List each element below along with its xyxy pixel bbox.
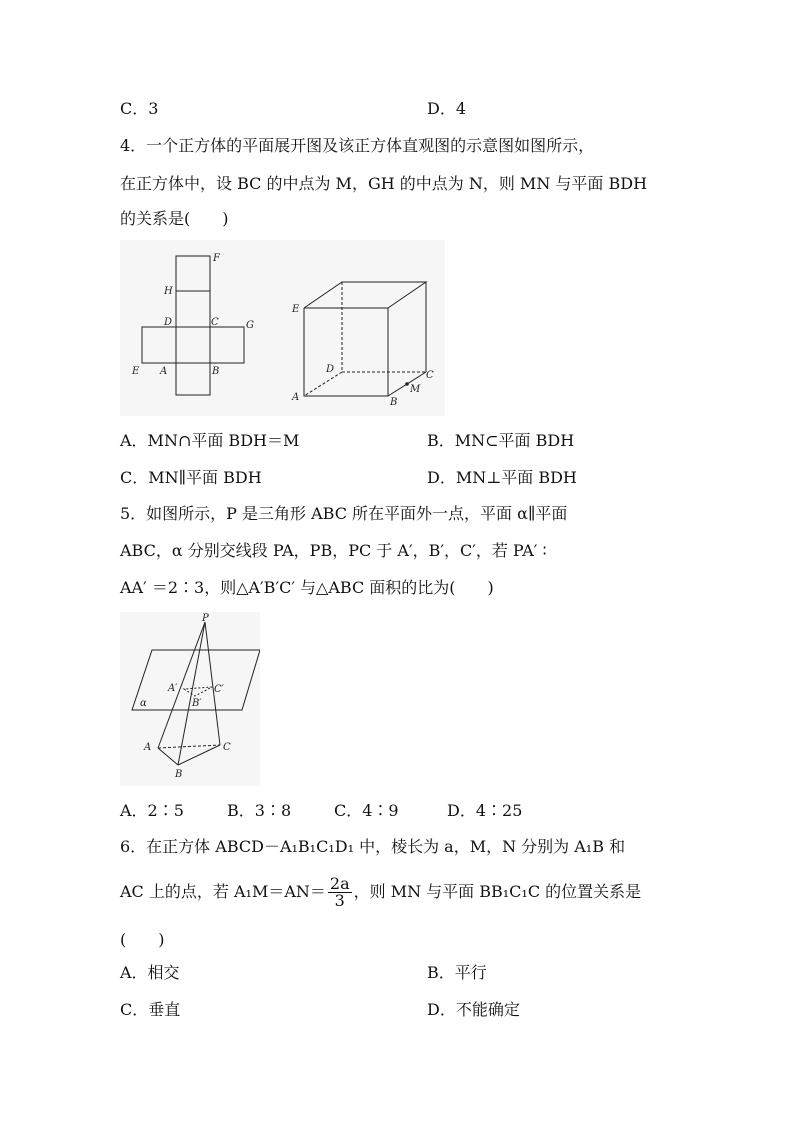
q4-text-line3: 的关系是( ) <box>120 209 229 228</box>
q5-option-a: A．2∶5 <box>120 801 184 820</box>
q6-line2-before: AC 上的点，若 A₁M＝AN＝ <box>120 882 326 901</box>
fig-label-c: C <box>223 742 231 753</box>
q5-option-c: C．4∶9 <box>334 801 399 820</box>
q4-text-line2: 在正方体中，设 BC 的中点为 M，GH 的中点为 N，则 MN 与平面 BDH <box>120 174 648 193</box>
fig-label-a-prime: A′ <box>168 683 178 694</box>
q6-line2-after: ，则 MN 与平面 BB₁C₁C 的位置关系是 <box>353 882 642 901</box>
q4-option-d: D．MN⊥平面 BDH <box>427 468 577 487</box>
q5-option-d: D．4∶25 <box>447 801 523 820</box>
net-label-e: E <box>132 366 140 377</box>
q3-option-d: D．4 <box>427 99 467 118</box>
q5-figure <box>120 612 260 786</box>
q5-text-line1: 5．如图所示，P 是三角形 ABC 所在平面外一点，平面 α∥平面 <box>120 504 568 523</box>
q6-text-line2 <box>120 864 641 920</box>
q6-option-a: A．相交 <box>120 963 180 982</box>
cube-label-m: M <box>410 384 421 395</box>
cube-label-d: D <box>326 364 335 375</box>
net-label-a: A <box>160 366 168 377</box>
q6-option-d: D．不能确定 <box>427 1000 520 1019</box>
q4-option-b: B．MN⊂平面 BDH <box>427 431 575 450</box>
net-label-d: D <box>164 317 173 328</box>
net-label-c: C <box>211 317 219 328</box>
q3-option-c: C．3 <box>120 99 159 118</box>
cube-net <box>142 256 244 395</box>
net-label-g: G <box>246 320 254 331</box>
q6-option-c: C．垂直 <box>120 1000 181 1019</box>
q5-option-b: B．3∶8 <box>227 801 292 820</box>
cube-drawing <box>304 282 426 396</box>
fraction-2a-over-3 <box>328 876 352 909</box>
cube-label-e: E <box>292 304 300 315</box>
cube-label-c: C <box>426 370 434 381</box>
q4-figure-svg <box>120 240 445 416</box>
q4-figure <box>120 240 445 416</box>
fig-label-a: A <box>144 742 152 753</box>
net-label-h: H <box>164 286 173 297</box>
fig-label-c-prime: C′ <box>214 684 224 695</box>
q4-option-c: C．MN∥平面 BDH <box>120 468 262 487</box>
q6-text-line3: ( ) <box>120 930 165 949</box>
fraction-numerator: 2a <box>329 874 350 893</box>
q6-option-b: B．平行 <box>427 963 487 982</box>
fig-label-b: B <box>175 769 183 780</box>
net-label-b: B <box>212 366 220 377</box>
q5-text-line2: ABC，α 分别交线段 PA，PB，PC 于 A′，B′，C′，若 PA′ ∶ <box>120 541 547 560</box>
q5-figure-svg <box>120 612 260 786</box>
fig-label-alpha: α <box>140 698 147 709</box>
fig-label-p: P <box>202 613 209 624</box>
fraction-denominator: 3 <box>334 891 345 910</box>
fig-label-b-prime: B′ <box>192 698 202 709</box>
cube-label-b: B <box>390 397 398 408</box>
cube-label-a: A <box>292 392 300 403</box>
q6-text-line1: 6．在正方体 ABCD－A₁B₁C₁D₁ 中，棱长为 a，M，N 分别为 A₁B 和 <box>120 837 626 856</box>
q5-text-line3: AA′ ＝2∶3，则△A′B′C′ 与△ABC 面积的比为( ) <box>120 578 494 597</box>
q4-option-a: A．MN∩平面 BDH＝M <box>120 431 300 450</box>
net-label-f: F <box>213 253 220 264</box>
q4-text-line1: 4．一个正方体的平面展开图及该正方体直观图的示意图如图所示， <box>120 136 595 155</box>
point-m <box>405 382 409 386</box>
